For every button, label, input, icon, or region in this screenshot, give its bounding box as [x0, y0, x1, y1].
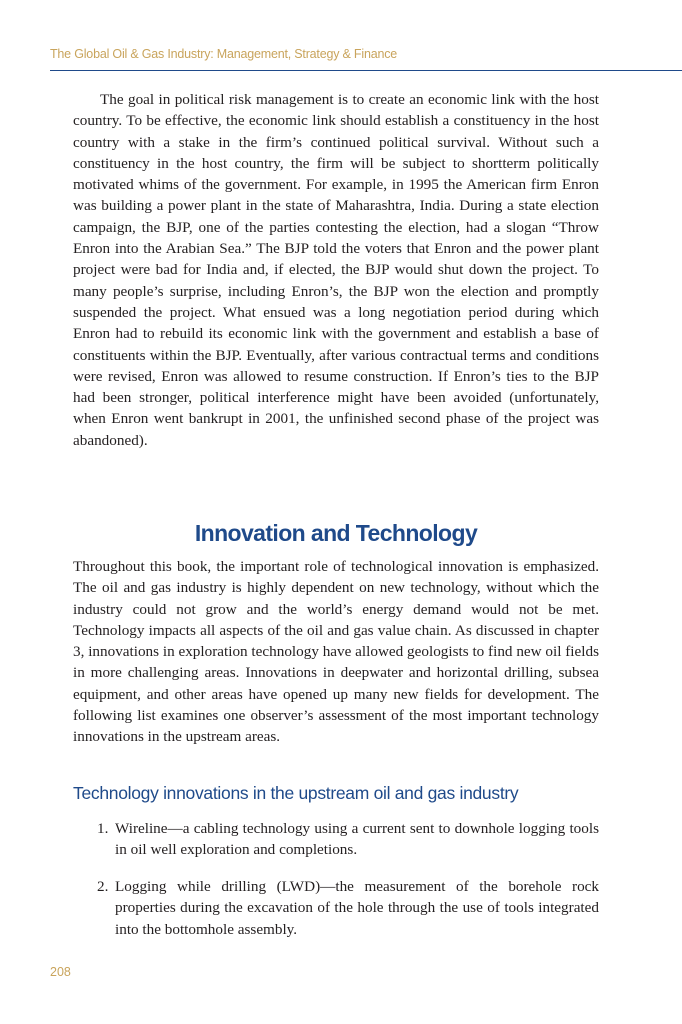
list-heading: Technology innovations in the upstream oil and gas industry	[73, 783, 519, 803]
list-item-number: 1.	[97, 820, 109, 837]
section-heading: Innovation and Technology	[194, 520, 478, 546]
header-rule	[50, 70, 682, 71]
list-item-text: Wireline—a cabling technology using a current sent to downhole logging tools in oil well exploration and completions.	[115, 820, 599, 859]
list-item	[73, 876, 599, 940]
body-paragraph: Throughout this book, the important role of technological innovation is emphasized. The oil and gas industry is highly dependent on new technology, without which the industry could not grow and the world’s energy demand would not be met. Technology impacts all aspects of the oil and gas value chain. As discussed in chapter 3, innovations in exploration technology have allowed geologists to find new oil fields in more challenging areas. Innovations in deepwater and horizontal drilling, subsea equipment, and other areas have opened up many new fields for development. The following list examines one observer’s assessment of the most important technology innovations in the upstream areas.	[73, 558, 599, 746]
list-item-number: 2.	[97, 878, 109, 895]
list-item-text: Logging while drilling (LWD)—the measurement of the borehole rock properties during the excavation of the hole through the use of tools integrated into the bottomhole assembly.	[115, 878, 599, 938]
page-number: 208	[50, 965, 71, 979]
body-paragraph: The goal in political risk management is to create an economic link with the host country. To be effective, the economic link should establish a constituency in the host country with a stake in the firm’s continued political survival. Without such a constituency in the host country, the firm will be subject to shortterm politically motivated whims of the government. For example, in 1995 the American firm Enron was building a power plant in the state of Maharashtra, India. During a state election campaign, the BJP, one of the parties contesting the election, had a slogan “Throw Enron into the Arabian Sea.” The BJP told the voters that Enron and the power plant project were bad for India and, if elected, the BJP would shut down the project. To many people’s surprise, including Enron’s, the BJP won the election and promptly suspended the project. What ensued was a long negotiation period during which Enron had to rebuild its economic link with the government and establish a base of constituents within the BJP. Eventually, after various contractual terms and conditions were revised, Enron was allowed to resume construction. If Enron’s ties to the BJP had been stronger, political interference might have been avoided (unfortunately, when Enron went bankrupt in 2001, the unfinished second phase of the project was abandoned).	[73, 91, 599, 449]
list-item	[73, 818, 599, 861]
running-header: The Global Oil & Gas Industry: Management, Strategy & Finance	[50, 47, 397, 61]
